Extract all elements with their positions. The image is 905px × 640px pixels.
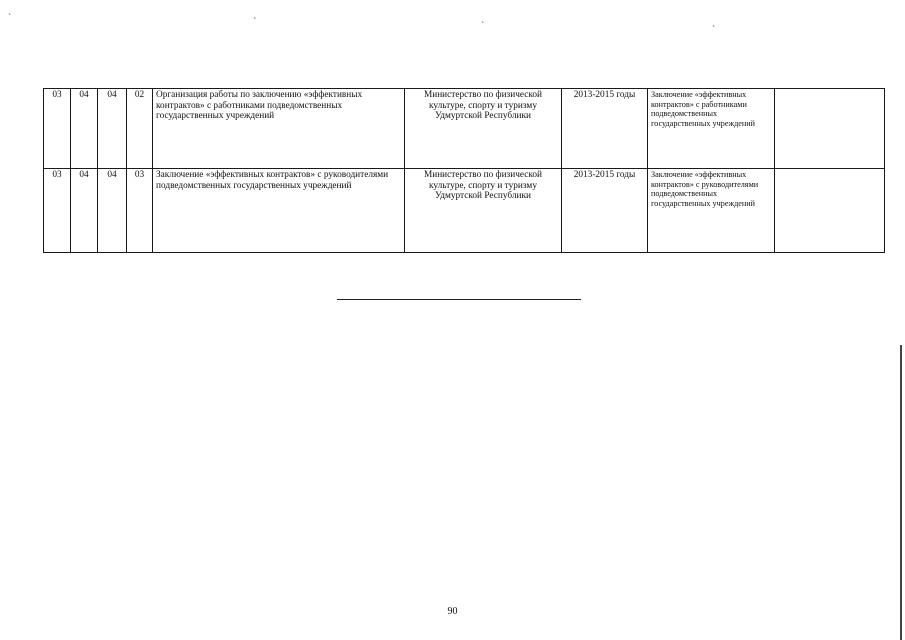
period-cell: 2013-2015 годы xyxy=(562,169,648,253)
result-cell: Заключение «эффективных контрактов» с руководителями подведомственных государственных учреждений xyxy=(648,169,775,253)
code-cell: 04 xyxy=(98,89,127,169)
code-cell: 04 xyxy=(71,169,98,253)
scan-mark: ` xyxy=(253,17,257,28)
code-cell: 03 xyxy=(44,89,71,169)
scan-mark: ` xyxy=(712,25,716,36)
code-cell: 03 xyxy=(44,169,71,253)
separator-line xyxy=(337,299,581,300)
measure-cell: Организация работы по заключению «эффективных контрактов» с работниками подведомственных государственных учреждений xyxy=(153,89,405,169)
executor-cell: Министерство по физической культуре, спорту и туризму Удмуртской Республики xyxy=(405,89,562,169)
scan-mark: ` xyxy=(8,13,12,24)
code-cell: 04 xyxy=(71,89,98,169)
executor-cell: Министерство по физической культуре, спорту и туризму Удмуртской Республики xyxy=(405,169,562,253)
measure-cell: Заключение «эффективных контрактов» с руководителями подведомственных государственных учреждений xyxy=(153,169,405,253)
scan-edge-line xyxy=(900,345,902,640)
page-number: 90 xyxy=(447,606,458,617)
table-row xyxy=(44,89,885,169)
extra-cell xyxy=(775,169,885,253)
table-row xyxy=(44,169,885,253)
code-cell: 02 xyxy=(127,89,153,169)
scan-mark: ` xyxy=(481,21,485,32)
result-cell: Заключение «эффективных контрактов» с работниками подведомственных государственных учреждений xyxy=(648,89,775,169)
extra-cell xyxy=(775,89,885,169)
code-cell: 03 xyxy=(127,169,153,253)
measures-table xyxy=(43,88,885,253)
code-cell: 04 xyxy=(98,169,127,253)
period-cell: 2013-2015 годы xyxy=(562,89,648,169)
